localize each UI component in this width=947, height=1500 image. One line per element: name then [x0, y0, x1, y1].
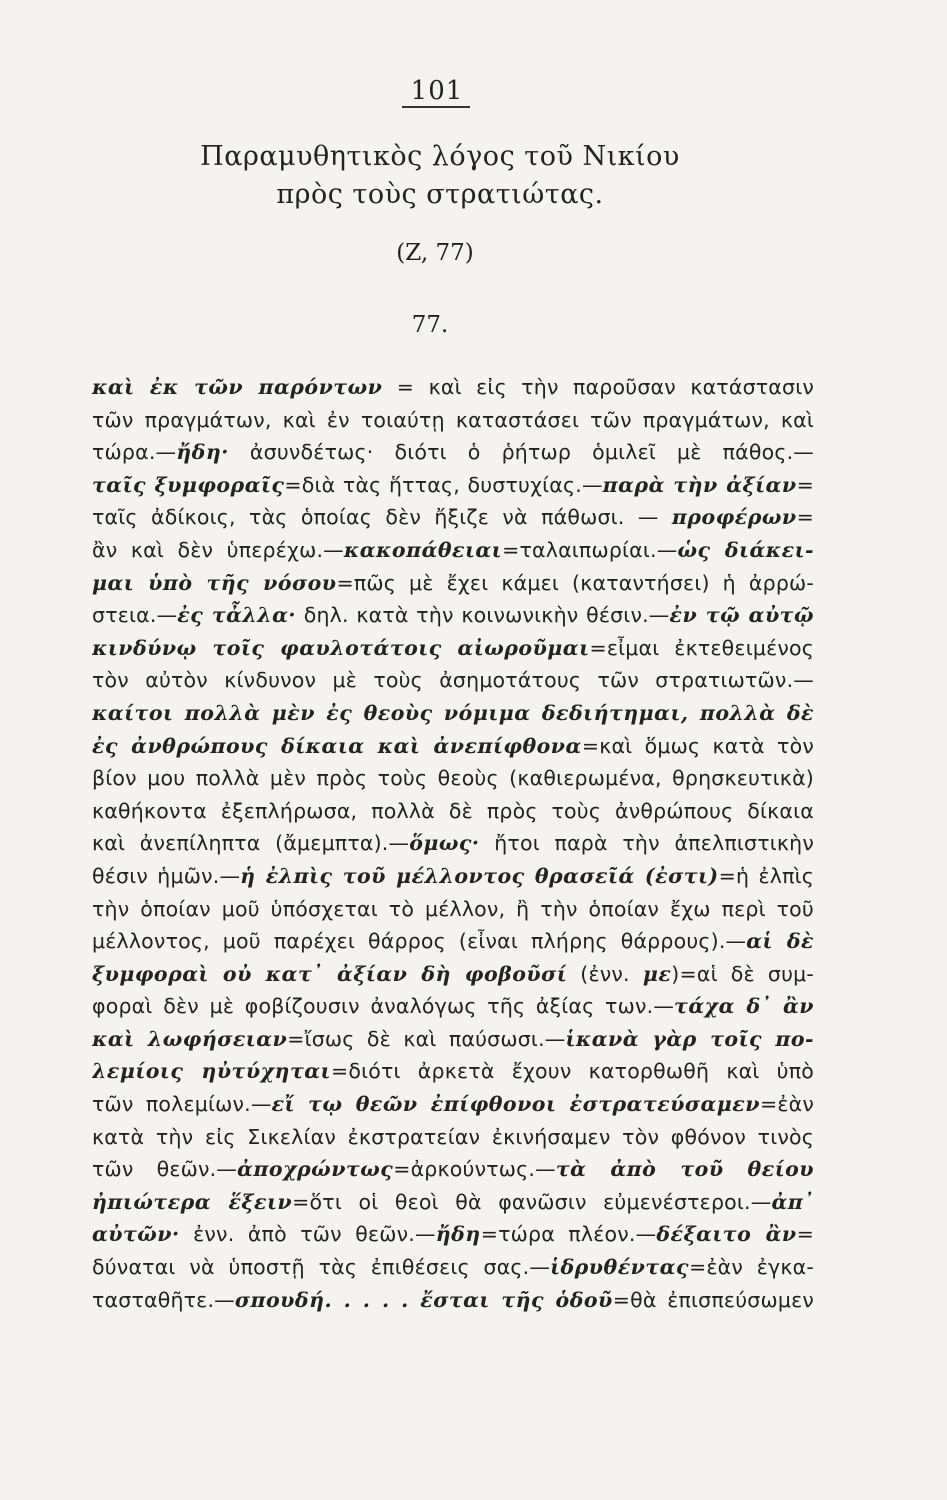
gloss-text: στεια.—: [92, 603, 178, 628]
lemma-term: αὐτῶν·: [92, 1222, 180, 1247]
gloss-text: ἀσυνδέτως· διότι ὁ ῥήτωρ ὁμιλεῖ μὲ πάθος.—: [228, 440, 814, 465]
lemma-term: ἐς τἆλλα·: [177, 603, 297, 628]
gloss-text: = καὶ εἰς τὴν παροῦσαν κατάστασιν: [382, 375, 814, 399]
lemma-term: ἐς ἀνθρώπους δίκαια καὶ ἀνεπίφθονα: [92, 733, 582, 758]
commentary-line: [92, 1186, 814, 1219]
gloss-text: =καὶ ὅμως κατὰ τὸν: [581, 733, 814, 758]
section-number: 77.: [411, 312, 449, 338]
commentary-line: [92, 469, 814, 502]
commentary-line: [92, 1121, 814, 1154]
gloss-text: =θὰ ἐπισπεύσωμεν: [612, 1287, 814, 1312]
lemma-term: ἡ ἐλπὶς τοῦ μέλλοντος θρασεῖά (ἐστι): [240, 863, 719, 888]
gloss-text: τασταθῆτε.—: [92, 1287, 235, 1312]
gloss-text: ταῖς ἀδίκοις, τὰς ὁποίας δὲν ἤξιζε νὰ πάθωσι. —: [92, 505, 672, 530]
commentary-line: [92, 925, 814, 958]
commentary-line: [92, 1284, 814, 1317]
commentary-line: [92, 990, 814, 1023]
gloss-text: =πῶς μὲ ἔχει κάμει (καταντήσει) ἡ ἀρρώ-: [336, 570, 814, 595]
gloss-text: =: [796, 472, 814, 497]
commentary-line: [92, 1023, 814, 1056]
commentary-line: [92, 1055, 814, 1088]
lemma-term: κινδύνῳ τοῖς φαυλοτάτοις αἰωροῦμαι: [92, 635, 590, 660]
lemma-term: προφέρων: [671, 505, 797, 530]
lemma-term: ἀπ᾽: [771, 1189, 814, 1214]
lemma-term: ταῖς ξυμφοραῖς: [92, 472, 285, 497]
commentary-line: [92, 534, 814, 567]
commentary-line: [92, 958, 814, 991]
commentary-line: [92, 1088, 814, 1121]
lemma-term: σπουδή. . . . . ἔσται τῆς ὁδοῦ: [234, 1287, 613, 1312]
gloss-text: καὶ ἀνεπίληπτα (ἄμεμπτα).—: [92, 831, 410, 856]
lemma-term: τὰ ἀπὸ τοῦ θείου: [555, 1157, 814, 1182]
commentary-line: [92, 1251, 814, 1284]
gloss-text: ἤτοι παρὰ τὴν ἀπελπιστικὴν: [479, 831, 814, 856]
commentary-line: [92, 762, 814, 795]
lemma-term: αἱ δὲ: [746, 929, 814, 954]
gloss-text: =τώρα πλέον.—: [480, 1222, 657, 1247]
gloss-text: =διότι ἀρκετὰ ἔχουν κατορθωθῆ καὶ ὑπὸ: [330, 1059, 814, 1084]
commentary-line: [92, 893, 814, 926]
lemma-term: ὡς διάκει-: [677, 537, 814, 562]
gloss-text: θέσιν ἡμῶν.—: [92, 863, 241, 888]
commentary-line: [92, 795, 814, 828]
gloss-text: ἂν καὶ δὲν ὑπερέχω.—: [92, 537, 344, 562]
commentary-line: [92, 404, 814, 437]
page-number: 101: [410, 76, 464, 106]
section-title-line-2: πρὸς τοὺς στρατιώτας.: [276, 179, 604, 210]
lemma-term: ὅμως·: [409, 831, 480, 856]
lemma-term: εἴ τῳ θεῶν ἐπίφθονοι ἐστρατεύσαμεν: [271, 1092, 760, 1117]
lemma-term: τάχα δ᾽ ἂν: [674, 994, 814, 1019]
lemma-term: ἐν τῷ αὐτῷ: [669, 603, 814, 628]
lemma-term: καίτοι πολλὰ μὲν ἐς θεοὺς νόμιμα δεδιήτημαι, πολλὰ δὲ: [92, 700, 814, 725]
gloss-text: =: [796, 505, 814, 530]
lemma-term: ἱκανὰ γὰρ τοῖς πο-: [565, 1026, 814, 1051]
commentary-line: [92, 371, 814, 404]
gloss-text: )=αἱ δὲ συμ-: [671, 961, 814, 986]
gloss-text: τῶν θεῶν.—: [92, 1157, 238, 1182]
gloss-text: =ἐὰν ἐγκα-: [688, 1255, 814, 1280]
gloss-text: δηλ. κατὰ τὴν κοινωνικὴν θέσιν.—: [296, 603, 670, 628]
commentary-line: [92, 1218, 814, 1251]
gloss-text: =: [796, 1222, 814, 1247]
commentary-line: [92, 599, 814, 632]
gloss-text: =ὅτι οἱ θεοὶ θὰ φανῶσιν εὐμενέστεροι.—: [292, 1189, 772, 1214]
lemma-term: μαι ὑπὸ τῆς νόσου: [92, 570, 337, 595]
gloss-text: βίον μου πολλὰ μὲν πρὸς τοὺς θεοὺς (καθιερωμένα, θρησκευτικὰ): [92, 766, 814, 791]
section-title-line-1: Παραμυθητικὸς λόγος τοῦ Νικίου: [200, 141, 680, 172]
gloss-text: τώρα.—: [92, 440, 177, 465]
lemma-term: λεμίοις ηὐτύχηται: [92, 1059, 331, 1084]
lemma-term: ἠπιώτερα ἕξειν: [92, 1189, 293, 1214]
commentary-line: [92, 501, 814, 534]
commentary-line: [92, 1153, 814, 1186]
commentary-line: [92, 730, 814, 763]
gloss-text: κατὰ τὴν εἰς Σικελίαν ἐκστρατείαν ἐκινήσαμεν τὸν φθόνον τινὸς: [92, 1124, 814, 1149]
gloss-text: τῶν πραγμάτων, καὶ ἐν τοιαύτῃ καταστάσει τῶν πραγμάτων, καὶ: [92, 407, 814, 432]
gloss-text: (ἐνν.: [567, 961, 643, 986]
gloss-text: τὸν αὐτὸν κίνδυνον μὲ τοὺς ἀσημοτάτους τῶν στρατιωτῶν.—: [92, 668, 814, 693]
lemma-term: παρὰ τὴν ἀξίαν: [602, 472, 797, 497]
gloss-text: ἐνν. ἀπὸ τῶν θεῶν.—: [179, 1222, 436, 1247]
page-number-rule: [402, 106, 470, 108]
lemma-term: ἱδρυθέντας: [550, 1255, 689, 1280]
gloss-text: =ἀρκούντως.—: [393, 1157, 556, 1182]
commentary-line: [92, 567, 814, 600]
gloss-text: =ταλαιπωρίαι.—: [502, 537, 678, 562]
commentary-line: [92, 664, 814, 697]
lemma-term: κακοπάθειαι: [343, 537, 503, 562]
commentary-text: [92, 371, 814, 1316]
lemma-term: δέξαιτο ἂν: [656, 1222, 797, 1247]
lemma-term: ἤδη: [435, 1222, 481, 1247]
lemma-term: ἀποχρώντως: [237, 1157, 394, 1182]
gloss-text: =ἴσως δὲ καὶ παύσωσι.—: [287, 1026, 566, 1051]
lemma-term: ἤδη·: [176, 440, 229, 465]
source-reference: (Z, 77): [396, 240, 474, 266]
commentary-line: [92, 827, 814, 860]
gloss-text: =διὰ τὰς ἥττας, δυστυχίας.—: [284, 472, 603, 497]
commentary-line: [92, 436, 814, 469]
commentary-line: [92, 697, 814, 730]
gloss-text: καθήκοντα ἐξεπλήρωσα, πολλὰ δὲ πρὸς τοὺς ἀνθρώπους δίκαια: [92, 798, 814, 823]
gloss-text: μέλλοντος, μοῦ παρέχει θάρρος (εἶναι πλήρης θάρρους).—: [92, 929, 747, 954]
gloss-text: δύναται νὰ ὑποστῇ τὰς ἐπιθέσεις σας.—: [92, 1255, 551, 1280]
lemma-term: με: [642, 961, 672, 986]
lemma-term: καὶ λωφήσειαν: [92, 1026, 288, 1051]
lemma-term: καὶ ἐκ τῶν παρόντων: [92, 375, 383, 399]
lemma-term: ξυμφοραὶ οὐ κατ᾽ ἀξίαν δὴ φοβοῦσί: [92, 961, 568, 986]
gloss-text: φοραὶ δὲν μὲ φοβίζουσιν ἀναλόγως τῆς ἀξίας των.—: [92, 994, 675, 1019]
gloss-text: τὴν ὁποίαν μοῦ ὑπόσχεται τὸ μέλλον, ἢ τὴν ὁποίαν ἔχω περὶ τοῦ: [92, 896, 814, 921]
gloss-text: =ἡ ἐλπὶς: [718, 863, 814, 888]
gloss-text: =εἶμαι ἐκτεθειμένος: [589, 635, 814, 660]
section-title: [150, 138, 730, 214]
commentary-line: [92, 632, 814, 665]
gloss-text: =ἐὰν: [759, 1092, 814, 1117]
gloss-text: τῶν πολεμίων.—: [92, 1092, 272, 1117]
commentary-line: [92, 860, 814, 893]
